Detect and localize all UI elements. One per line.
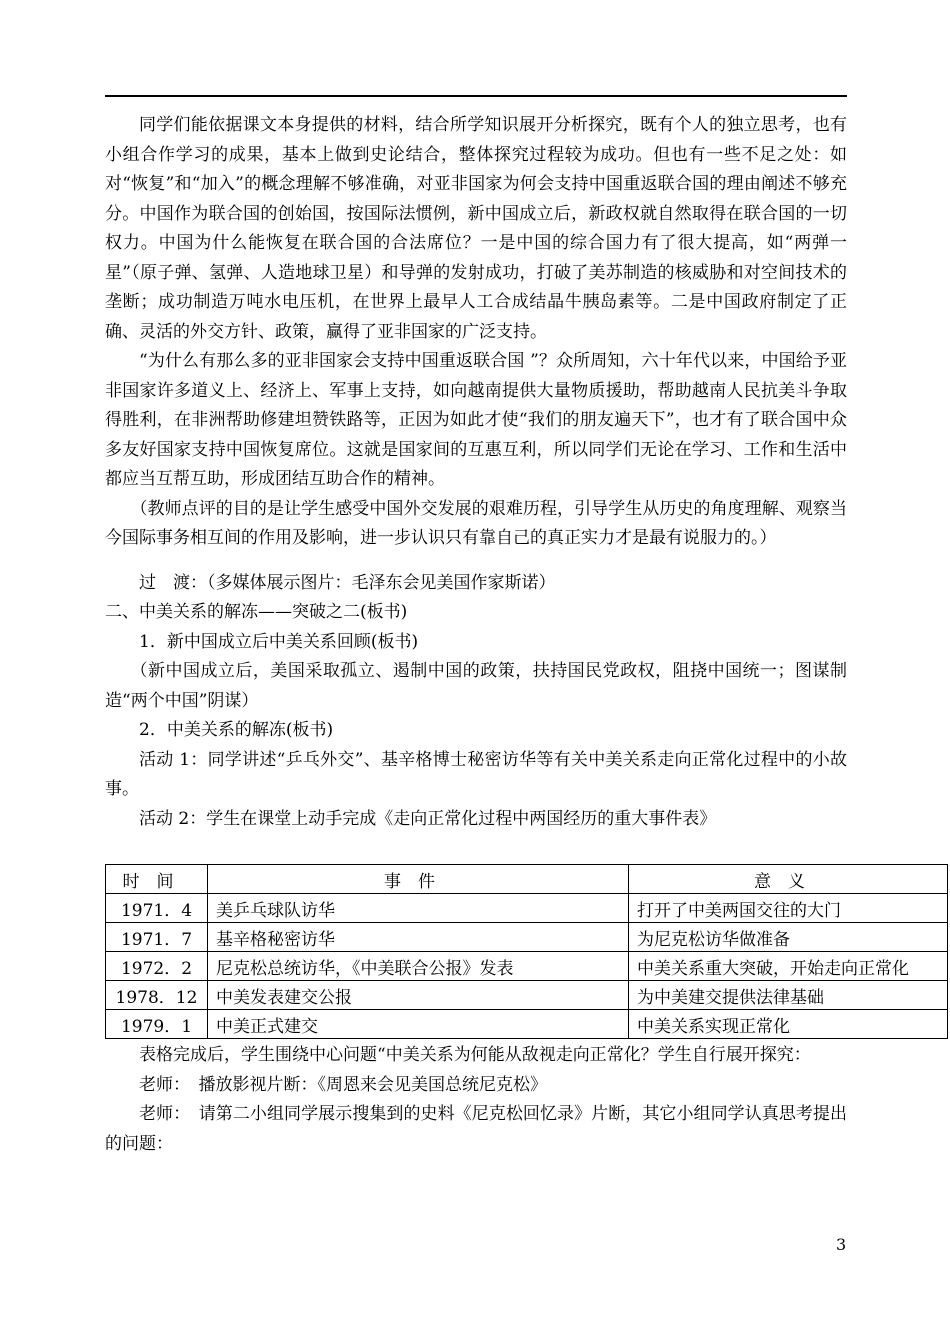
- meaning-cell: 中美关系重大突破，开始走向正常化: [629, 952, 948, 981]
- column-header-meaning: 意义: [629, 865, 948, 894]
- meaning-cell: 为中美建交提供法律基础: [629, 981, 948, 1010]
- event-cell: 中美发表建交公报: [208, 981, 629, 1010]
- sub-note: （新中国成立后，美国采取孤立、遏制中国的政策，扶持国民党政权，阻挠中国统一；图谋制造“两个中国”阴谋）: [105, 661, 847, 711]
- table-row: [106, 923, 948, 952]
- event-cell: 美乒乓球队访华: [208, 894, 629, 923]
- table-row: [106, 981, 948, 1010]
- column-header-event: 事件: [208, 865, 629, 894]
- teacher-line: 老师： 请第二小组同学展示搜集到的史料《尼克松回忆录》片断，其它小组同学认真思考提出的问题：: [105, 1104, 847, 1154]
- paragraph: 表格完成后，学生围绕中心问题“中美关系为何能从敌视走向正常化？学生自行展开探究：: [139, 1045, 811, 1065]
- time-cell: 1978．12: [106, 981, 208, 1010]
- table-row: [106, 894, 948, 923]
- event-cell: 基辛格秘密访华: [208, 923, 629, 952]
- time-cell: 1971．7: [106, 923, 208, 952]
- events-table: [105, 864, 948, 1039]
- time-cell: 1972．2: [106, 952, 208, 981]
- teacher-line: 老师： 播放影视片断：《周恩来会见美国总统尼克松》: [139, 1074, 547, 1095]
- paragraph: 同学们能依据课文本身提供的材料，结合所学知识展开分析探究，既有个人的独立思考，也有小组合作学习的成果，基本上做到史论结合，整体探究过程较为成功。但也有一些不足之处：如对“恢复”和“加入”的概念理解不够准确，对亚非国家为何会支持中国重返联合国的理由阐述不够充分。中国作为联合国的创始国，按国际法惯例，新中国成立后，新政权就自然取得在联合国的一切权力。中国为什么能恢复在联合国的合法席位？一是中国的综合国力有了很大提高，如“两弹一星”（原子弹、氢弹、人造地球卫星）和导弹的发射成功，打破了美苏制造的核威胁和对空间技术的垄断；成功制造万吨水电压机，在世界上最早人工合成结晶牛胰岛素等。二是中国政府制定了正确、灵活的外交方针、政策，赢得了亚非国家的广泛支持。: [105, 115, 847, 342]
- table-header-row: [106, 865, 948, 894]
- page-number: 3: [836, 1235, 847, 1254]
- event-cell: 尼克松总统访华，《中美联合公报》发表: [208, 952, 629, 981]
- activity-text: 活动 2：学生在课堂上动手完成《走向正常化过程中两国经历的重大事件表》: [139, 808, 717, 829]
- time-cell: 1971．4: [106, 894, 208, 923]
- paragraph: “为什么有那么多的亚非国家会支持中国重返联合国 ”？众所周知，六十年代以来，中国给予亚非国家许多道义上、经济上、军事上支持，如向越南提供大量物质援助，帮助越南人民抗美斗争取得胜利，在非洲帮助修建坦赞铁路等，正因为如此才使“我们的朋友遍天下”，也才有了联合国中众多友好国家支持中国恢复席位。这就是国家间的互惠互利，所以同学们无论在学习、工作和生活中都应当互帮互助，形成团结互助合作的精神。: [105, 351, 847, 489]
- header-rule: [105, 95, 847, 97]
- section-heading: 二、中美关系的解冻——突破之二(板书): [105, 602, 408, 622]
- sub-heading: 2．中美关系的解冻(板书): [139, 720, 334, 740]
- body-text: [105, 111, 847, 834]
- meaning-cell: 打开了中美两国交往的大门: [629, 894, 948, 923]
- sub-heading: 1．新中国成立后中美关系回顾(板书): [139, 631, 419, 652]
- post-table-text: [105, 1041, 847, 1159]
- column-header-time: 时间: [106, 865, 208, 894]
- paragraph: （教师点评的目的是让学生感受中国外交发展的艰难历程，引导学生从历史的角度理解、观察当今国际事务相互间的作用及影响，进一步认识只有靠自己的真正实力才是最有说服力的。）: [105, 498, 847, 548]
- table-row: [106, 1010, 948, 1039]
- meaning-cell: 为尼克松访华做准备: [629, 923, 948, 952]
- meaning-cell: 中美关系实现正常化: [629, 1010, 948, 1039]
- time-cell: 1979．1: [106, 1010, 208, 1039]
- transition: 过 渡：（多媒体展示图片：毛泽东会见美国作家斯诺）: [139, 572, 556, 593]
- activity-text: 活动 1：同学讲述“乒乓外交”、基辛格博士秘密访华等有关中美关系走向正常化过程中的小故事。: [105, 749, 847, 799]
- event-cell: 中美正式建交: [208, 1010, 629, 1039]
- table-row: [106, 952, 948, 981]
